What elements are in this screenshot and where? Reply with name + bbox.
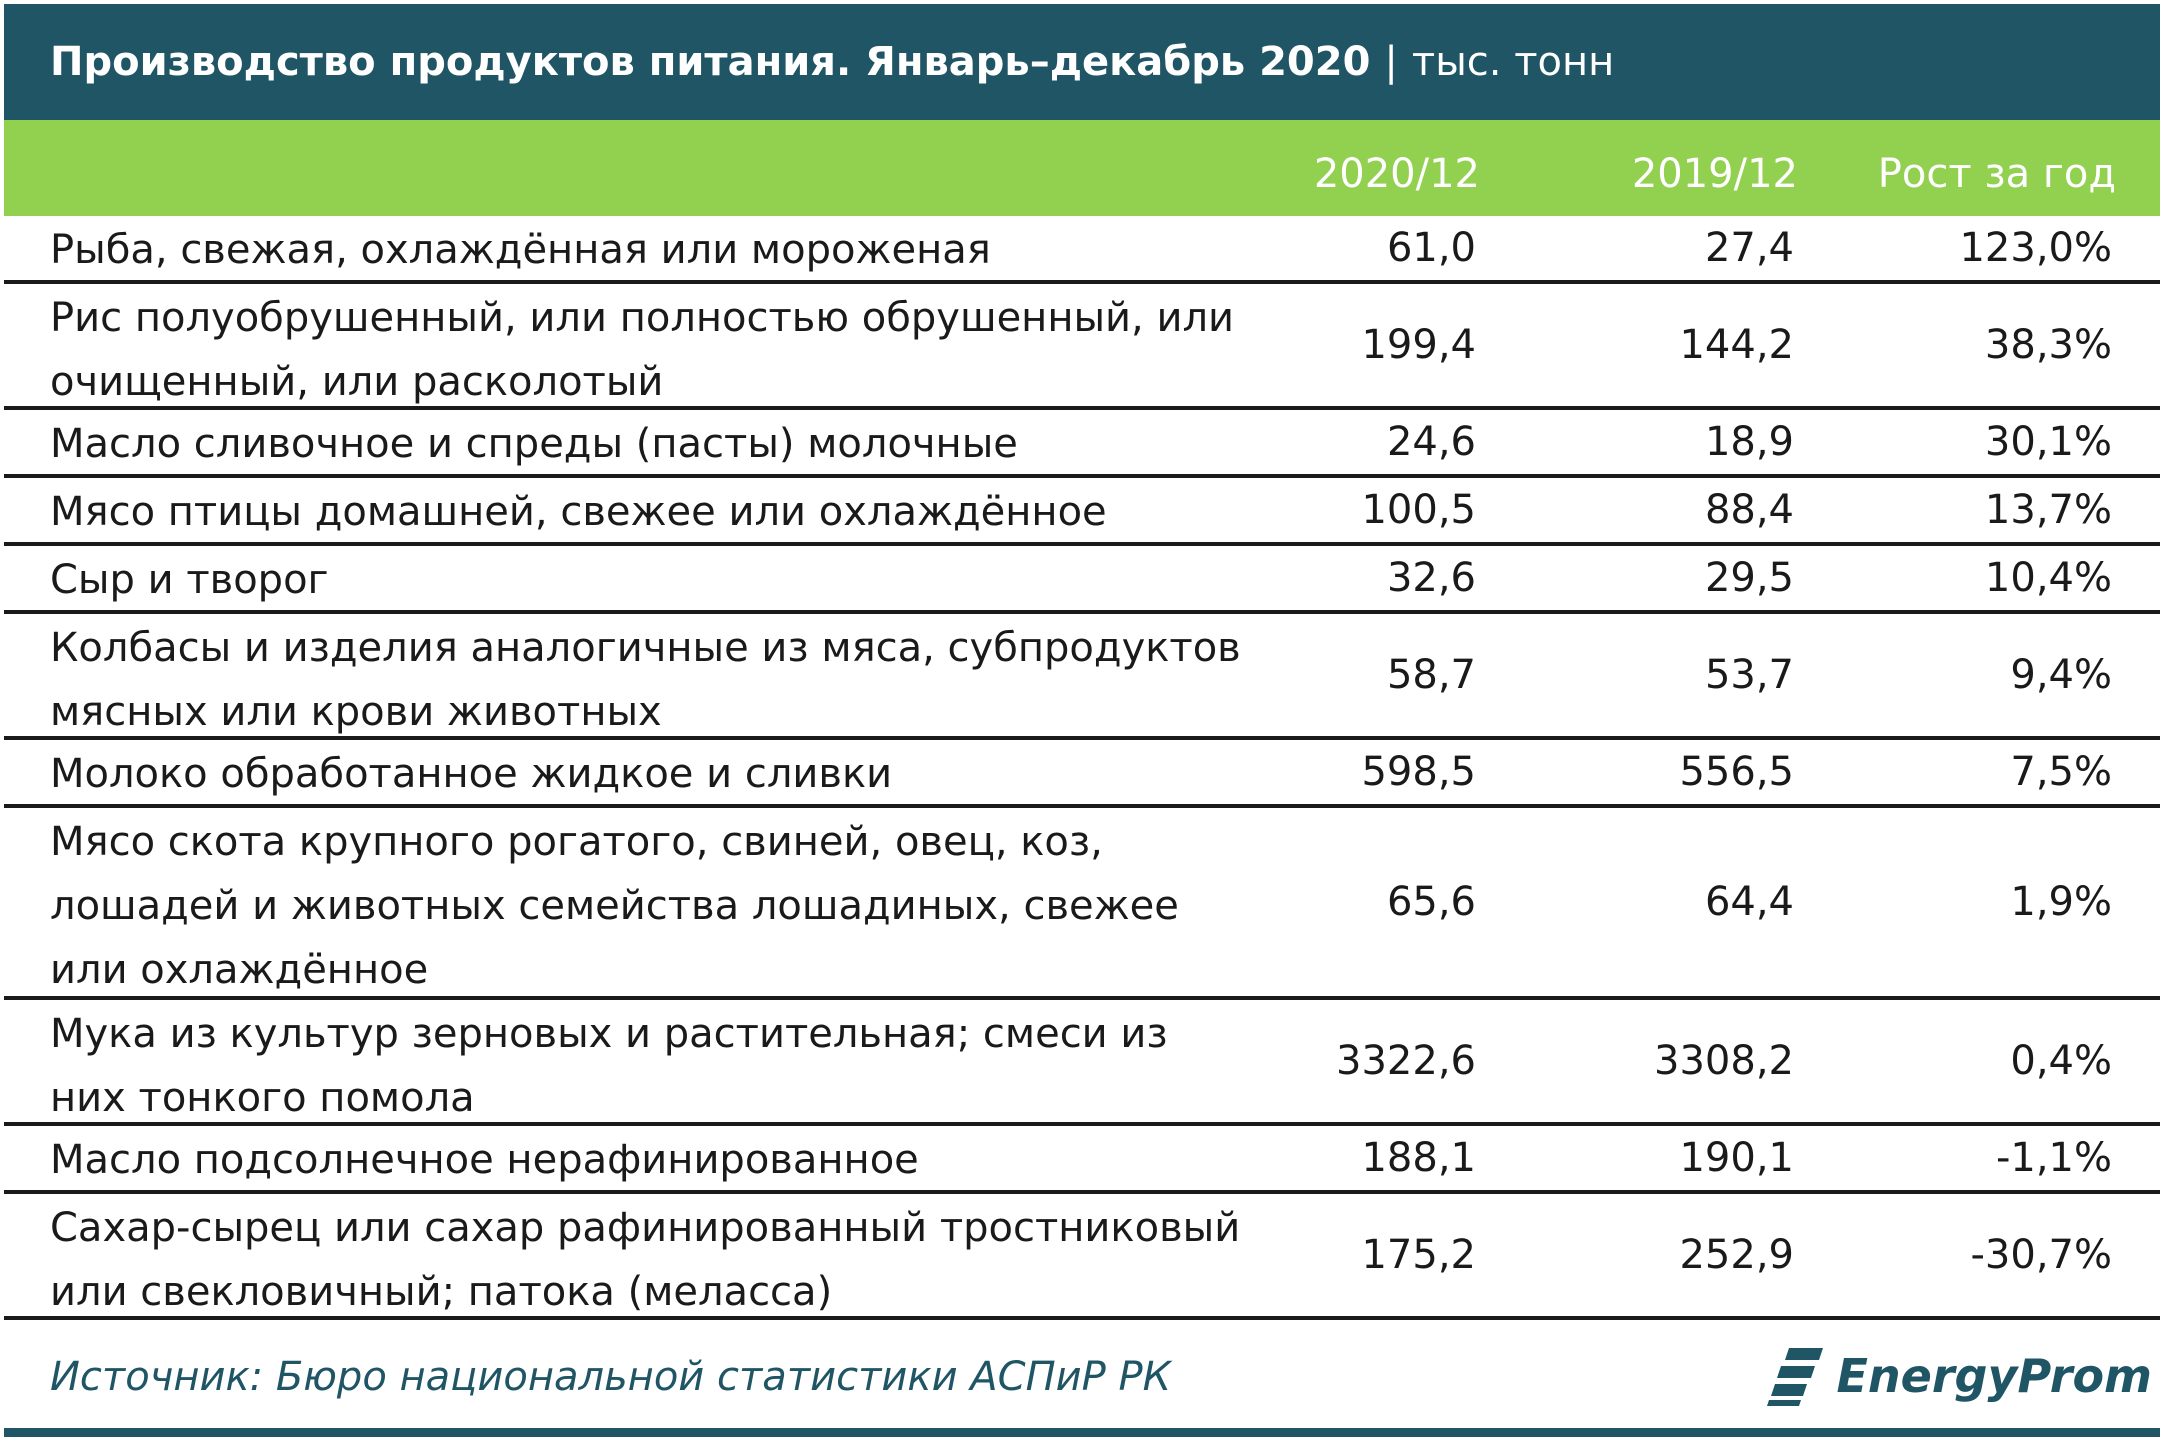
table-header	[4, 120, 2160, 216]
row-value-2020: 3322,6	[1336, 1038, 1476, 1084]
row-value-2020: 24,6	[1386, 419, 1476, 465]
row-value-2019: 27,4	[1704, 225, 1794, 271]
row-product-name: Масло подсолнечное нерафинированное	[50, 1137, 919, 1183]
row-growth: -1,1%	[1995, 1135, 2112, 1181]
bottom-divider	[4, 1428, 2160, 1437]
row-product-name: Мясо птицы домашней, свежее или охлаждённое	[50, 489, 1107, 535]
row-value-2020: 58,7	[1386, 652, 1476, 698]
table-row	[4, 614, 2160, 740]
row-value-2019: 252,9	[1679, 1232, 1794, 1278]
row-value-2020: 175,2	[1361, 1232, 1476, 1278]
row-value-2019: 3308,2	[1654, 1038, 1794, 1084]
table-row	[4, 410, 2160, 478]
table-row	[4, 1194, 2160, 1320]
row-growth: 30,1%	[1984, 419, 2112, 465]
table-unit: тыс. тонн	[1411, 39, 1615, 85]
row-growth: 7,5%	[2010, 749, 2112, 795]
row-growth: 9,4%	[2010, 652, 2112, 698]
row-value-2020: 598,5	[1361, 749, 1476, 795]
row-product-name: Рис полуобрушенный, или полностью обрушенный, или очищенный, или расколотый	[50, 295, 1235, 405]
row-product-name: Сыр и творог	[50, 557, 329, 603]
row-value-2019: 88,4	[1704, 487, 1794, 533]
row-product-name: Молоко обработанное жидкое и сливки	[50, 751, 893, 797]
row-value-2020: 32,6	[1386, 555, 1476, 601]
row-growth: 1,9%	[2010, 879, 2112, 925]
row-growth: 0,4%	[2010, 1038, 2112, 1084]
row-product-name: Рыба, свежая, охлаждённая или мороженая	[50, 227, 991, 273]
row-product-name: Масло сливочное и спреды (пасты) молочные	[50, 421, 1018, 467]
row-value-2020: 65,6	[1386, 879, 1476, 925]
table-row	[4, 808, 2160, 1000]
table-body	[4, 216, 2160, 1320]
logo-wordmark: EnergyProm	[1836, 1349, 2152, 1403]
header-2019-12: 2019/12	[1631, 151, 1798, 197]
table-footer	[4, 1336, 2160, 1426]
row-value-2019: 64,4	[1704, 879, 1794, 925]
row-growth: 38,3%	[1984, 322, 2112, 368]
row-value-2020: 61,0	[1386, 225, 1476, 271]
energyprom-logo	[1767, 1344, 2153, 1408]
source-note: Источник: Бюро национальной статистики АСПиР РК	[50, 1354, 1171, 1400]
row-product-name: Мясо скота крупного рогатого, свиней, овец, коз, лошадей и животных семейства лошадиных, свежее или охлаждённое	[50, 819, 1179, 993]
table-row	[4, 284, 2160, 410]
row-value-2019: 29,5	[1704, 555, 1794, 601]
row-value-2019: 190,1	[1679, 1135, 1794, 1181]
row-value-2020: 188,1	[1361, 1135, 1476, 1181]
row-value-2019: 556,5	[1679, 749, 1794, 795]
table-row	[4, 1126, 2160, 1194]
table-title: Производство продуктов питания. Январь–декабрь 2020	[50, 39, 1371, 85]
row-product-name: Мука из культур зерновых и растительная; смеси из них тонкого помола	[50, 1011, 1168, 1121]
table-row	[4, 546, 2160, 614]
row-value-2019: 53,7	[1704, 652, 1794, 698]
table-row	[4, 216, 2160, 284]
row-product-name: Сахар-сырец или сахар рафинированный тростниковый или свекловичный; патока (меласса)	[50, 1205, 1241, 1315]
row-growth: -30,7%	[1970, 1232, 2112, 1278]
energyprom-logo-icon	[1767, 1344, 1831, 1408]
row-value-2020: 199,4	[1361, 322, 1476, 368]
table-row	[4, 1000, 2160, 1126]
table-row	[4, 740, 2160, 808]
header-growth: Рост за год	[1877, 151, 2116, 197]
table-row	[4, 478, 2160, 546]
row-growth: 10,4%	[1984, 555, 2112, 601]
table-title-bar	[4, 4, 2160, 120]
row-growth: 123,0%	[1959, 225, 2112, 271]
row-value-2019: 18,9	[1704, 419, 1794, 465]
row-growth: 13,7%	[1984, 487, 2112, 533]
row-value-2019: 144,2	[1679, 322, 1794, 368]
row-value-2020: 100,5	[1361, 487, 1476, 533]
title-separator: |	[1384, 39, 1398, 85]
row-product-name: Колбасы и изделия аналогичные из мяса, субпродуктов мясных или крови животных	[50, 625, 1241, 735]
header-2020-12: 2020/12	[1313, 151, 1480, 197]
